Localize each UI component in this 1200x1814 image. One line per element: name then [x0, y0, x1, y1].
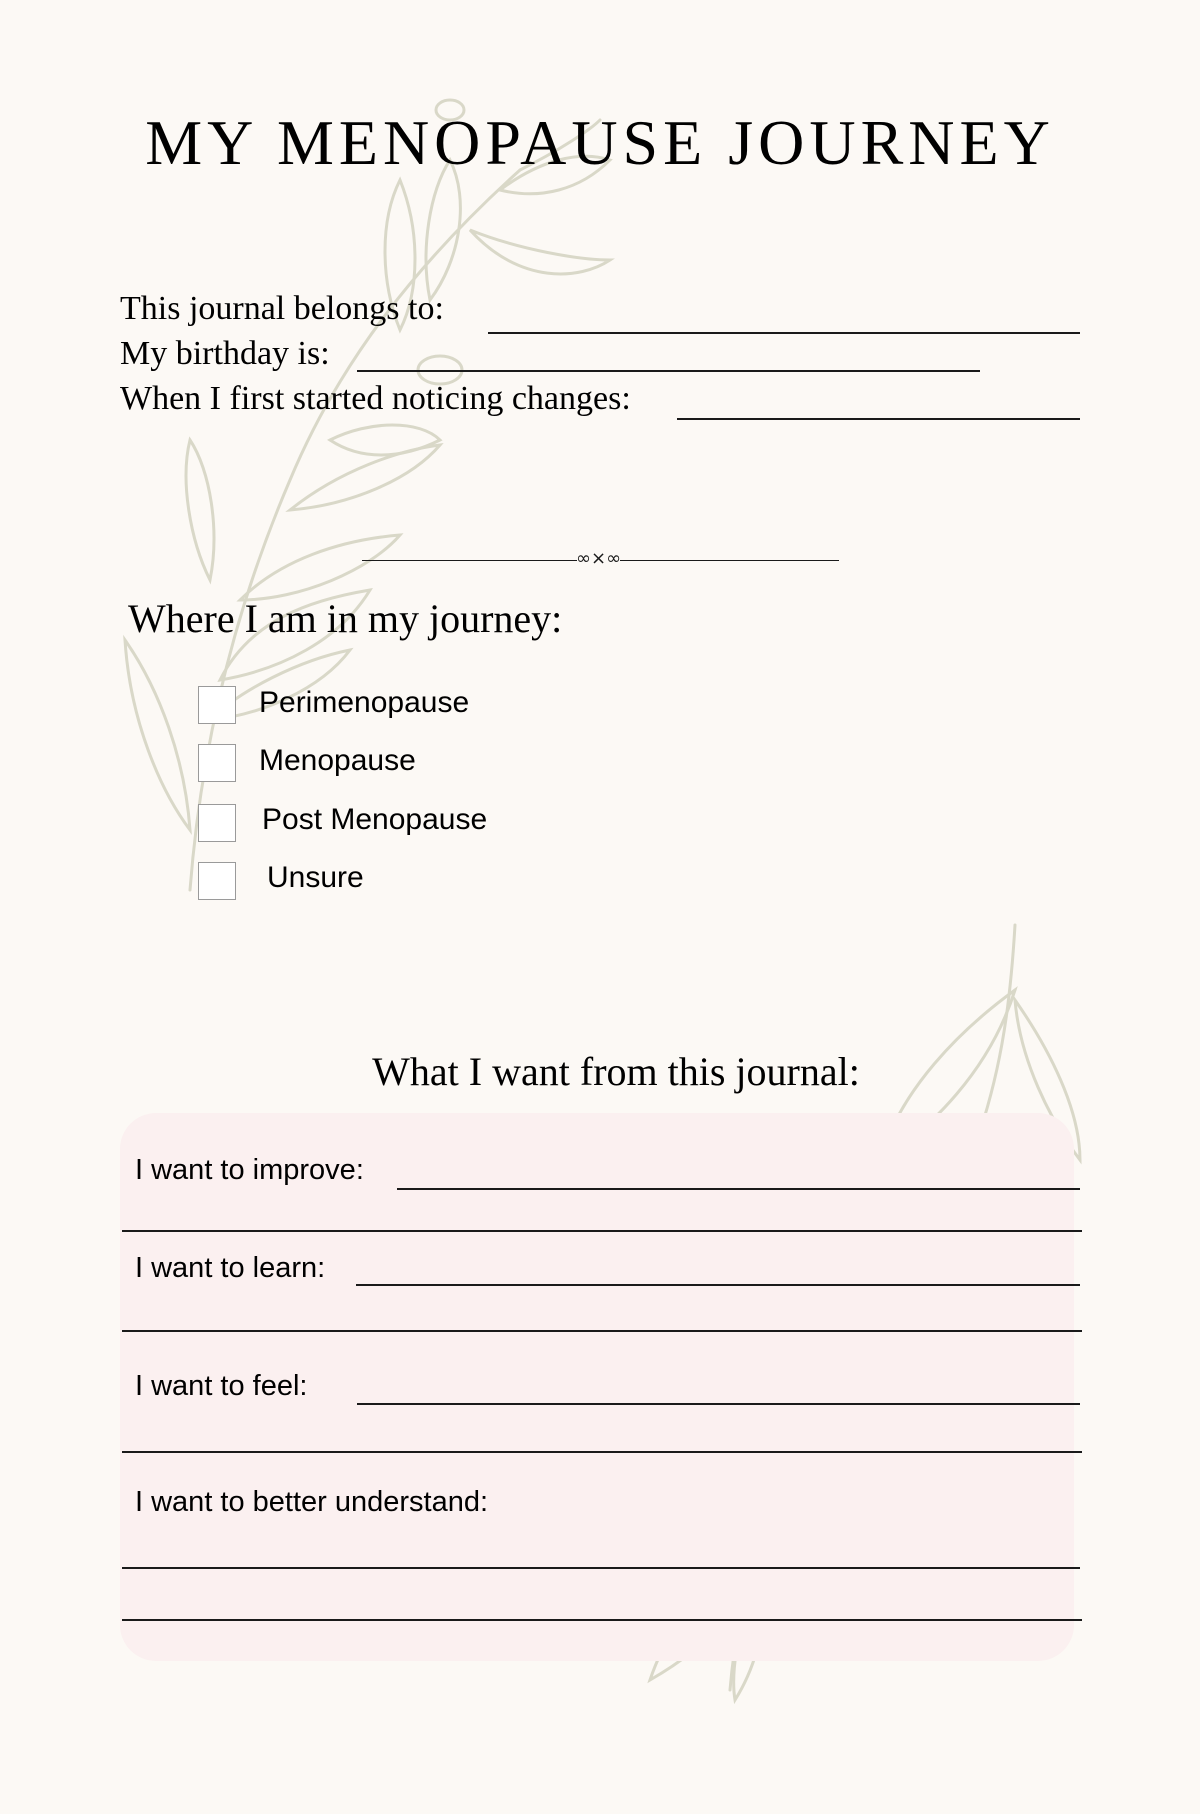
option-menopause-label: Menopause	[259, 744, 416, 777]
belongs-to-line[interactable]	[488, 332, 1080, 334]
changes-label: When I first started noticing changes:	[120, 380, 631, 417]
option-perimenopause-label: Perimenopause	[259, 686, 470, 719]
want-understand-label: I want to better understand:	[135, 1486, 489, 1518]
page-title: MY MENOPAUSE JOURNEY	[145, 107, 1055, 178]
option-post-menopause-label: Post Menopause	[262, 803, 488, 836]
want-feel-line[interactable]	[357, 1403, 1080, 1405]
want-feel-line-2[interactable]	[122, 1451, 1082, 1453]
want-improve-line-2[interactable]	[122, 1230, 1082, 1232]
divider-left	[362, 560, 577, 561]
checkbox-perimenopause[interactable]	[198, 686, 236, 724]
checkbox-post-menopause[interactable]	[198, 804, 236, 842]
wants-heading: What I want from this journal:	[372, 1049, 860, 1094]
checkbox-menopause[interactable]	[198, 744, 236, 782]
checkbox-unsure[interactable]	[198, 862, 236, 900]
want-feel-label: I want to feel:	[135, 1370, 308, 1402]
want-improve-line[interactable]	[397, 1188, 1080, 1190]
want-learn-line-2[interactable]	[122, 1330, 1082, 1332]
want-learn-label: I want to learn:	[135, 1252, 326, 1284]
want-learn-line[interactable]	[356, 1284, 1080, 1286]
journey-heading: Where I am in my journey:	[128, 596, 563, 641]
ornament-icon: ∞×∞	[576, 548, 622, 569]
want-improve-label: I want to improve:	[135, 1154, 364, 1186]
divider-right	[620, 560, 839, 561]
changes-line[interactable]	[677, 418, 1080, 420]
birthday-label: My birthday is:	[120, 335, 330, 372]
birthday-line[interactable]	[357, 370, 980, 372]
want-understand-line-2[interactable]	[122, 1619, 1082, 1621]
want-understand-line[interactable]	[122, 1567, 1080, 1569]
belongs-to-label: This journal belongs to:	[120, 290, 444, 327]
option-unsure-label: Unsure	[267, 861, 364, 894]
